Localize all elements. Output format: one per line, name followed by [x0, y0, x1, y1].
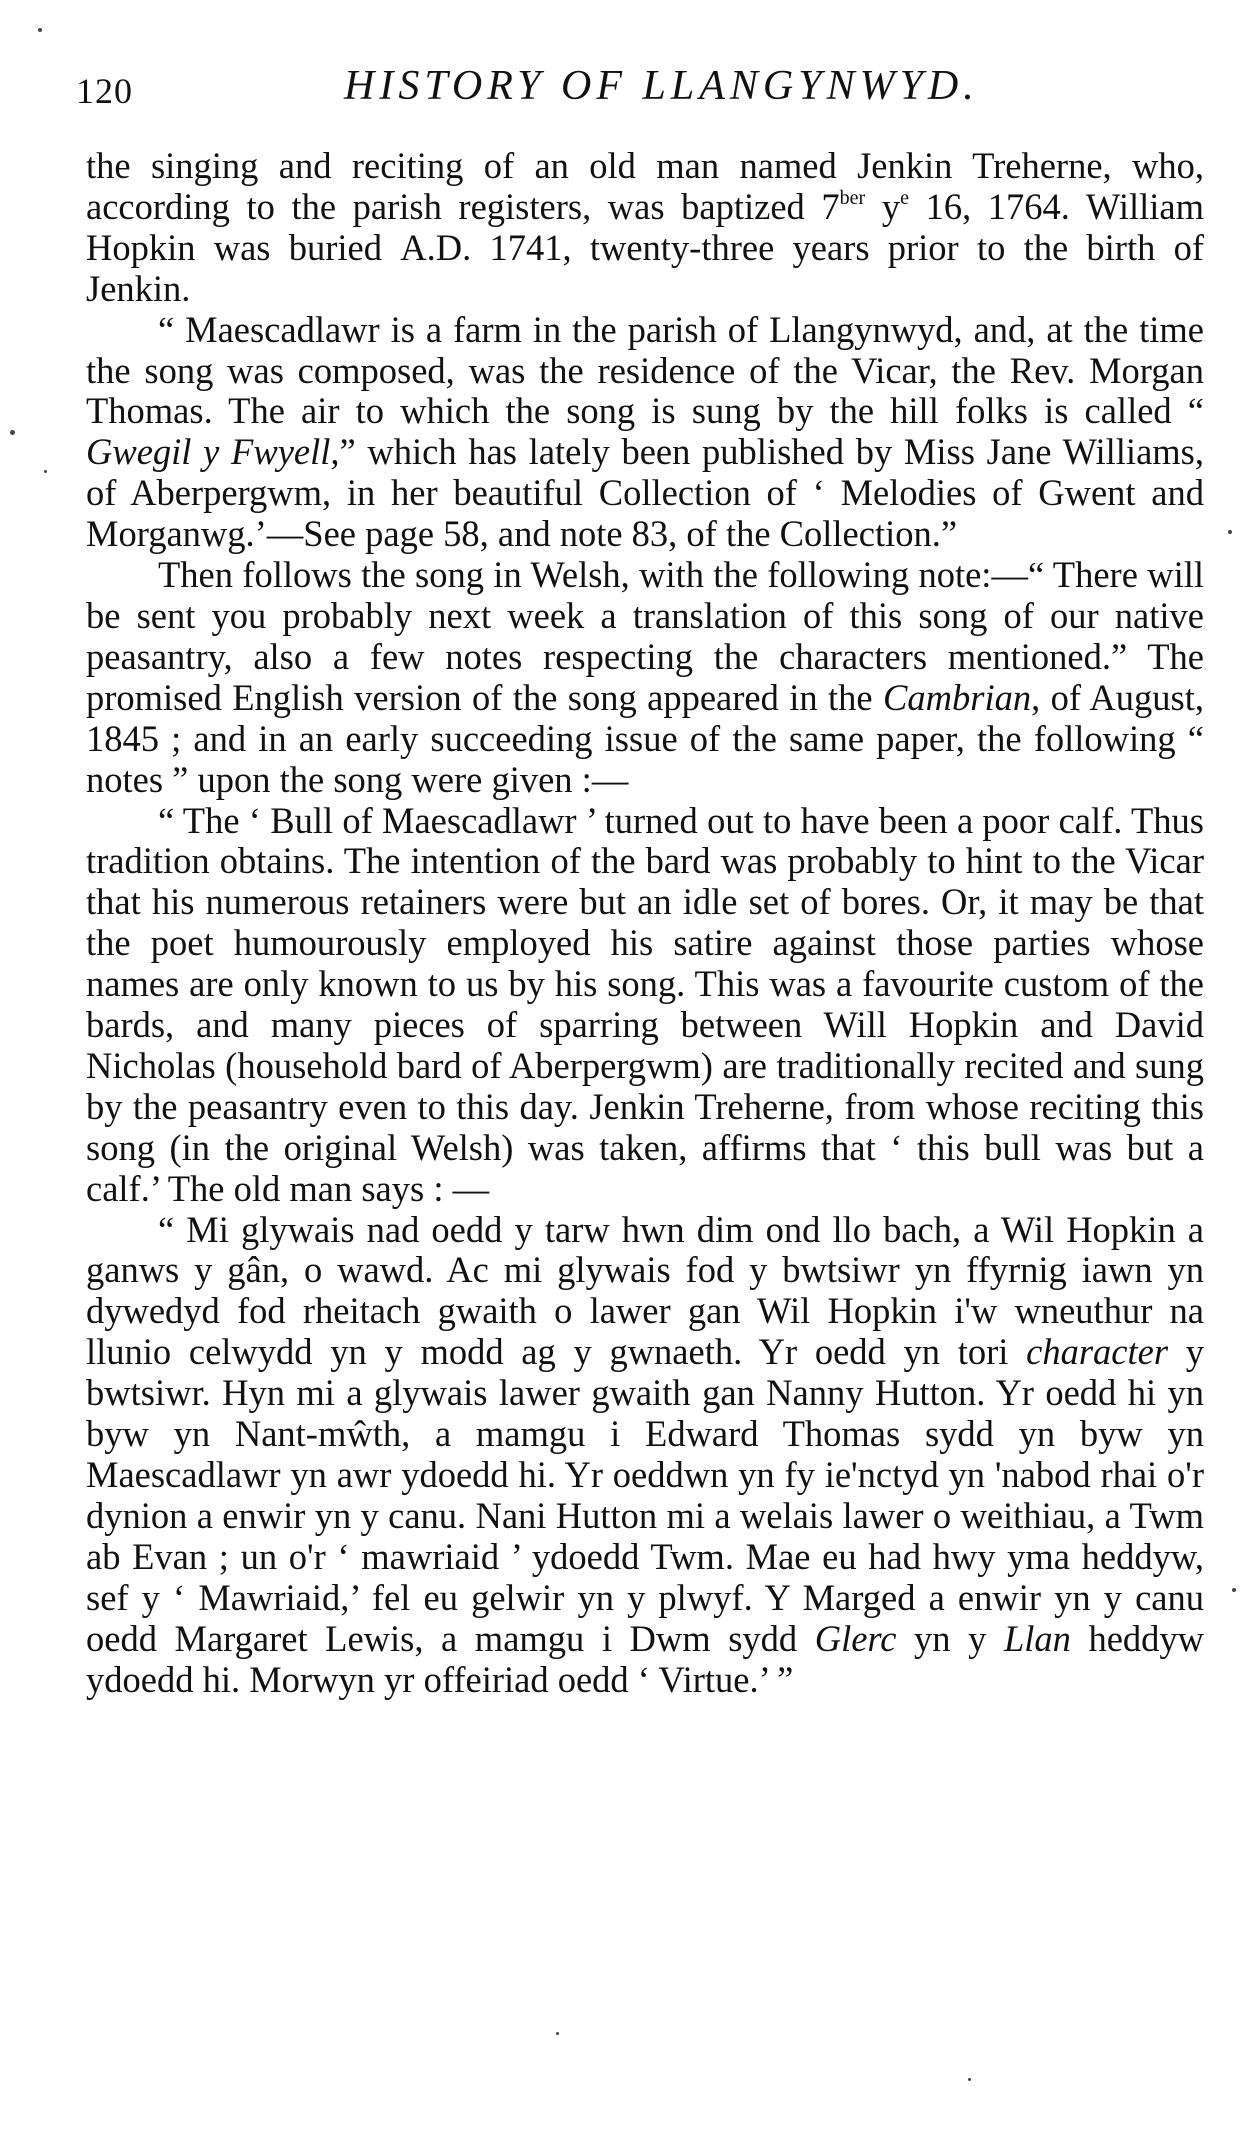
body-text: [86, 146, 1204, 1700]
paragraph-2-text-a: “ Maescadlawr is a farm in the parish of Llangynwyd, and, at the time the song was composed, was the residence of the Vicar, the Rev. Morgan Thomas. The air to which the song is sung by the hill folks is called “: [86, 308, 1204, 432]
scan-speck: [556, 2032, 559, 2035]
era-abbreviation: A.D.: [400, 226, 472, 268]
italic-nickname: Glerc: [814, 1617, 897, 1659]
paragraph-5-text-d: heddyw ydoedd hi. Morwyn yr offeiriad oedd ‘ Virtue.’ ”: [86, 1617, 1205, 1700]
air-title: Gwegil y Fwyell,: [86, 431, 340, 473]
paragraph-1-text-d: 1741, twenty-three years prior to the birth of Jenkin.: [86, 226, 1205, 309]
paragraph-3-text-b: , of August, 1845 ; and in an early succeeding issue of the same paper, the following “ notes ” upon the song were given :—: [86, 676, 1204, 800]
paragraph-4: “ The ‘ Bull of Maescadlawr ’ turned out to have been a poor calf. Thus tradition obtains. The intention of the bard was probably to hint to the Vicar that his numerous retainers were but an idle set of bores. Or, it may be that the poet humourously employed his satire against those parties whose names are only known to us by his song. This was a favourite custom of the bards, and many pieces of sparring between Will Hopkin and David Nicholas (household bard of Aberpergwm) are traditionally recited and sung by the peasantry even to this day. Jenkin Treherne, from whose reciting this song (in the original Welsh) was taken, affirms that ‘ this bull was but a calf.’ The old man says : —: [86, 799, 1204, 1209]
paragraph-3-text-a: Then follows the song in Welsh, with the following note:—“ There will be sent you probably next week a translation of this song of our native peasantry, also a few notes respecting the characters mentioned.” The promised English version of the song appeared in the: [86, 554, 1204, 718]
paragraph-1-text-c: 16, 1764. William Hopkin was buried: [86, 185, 1204, 268]
page-header: [76, 62, 1206, 118]
italic-word: character: [1026, 1331, 1169, 1373]
italic-place: Llan: [1003, 1617, 1071, 1659]
paragraph-1-text-a: the singing and reciting of an old man named Jenkin Treherne, who, according to the parish registers, was baptized 7: [86, 145, 1204, 227]
paragraph-3: [86, 555, 1204, 800]
scan-speck: [38, 28, 42, 32]
superscript-ber: ber: [839, 186, 866, 209]
scan-speck: [1228, 530, 1232, 534]
running-title: HISTORY OF LLANGYNWYD.: [344, 63, 979, 109]
scan-speck: [1232, 1588, 1236, 1592]
superscript-e: e: [900, 186, 909, 209]
scan-speck: [10, 430, 15, 435]
paragraph-1-text-b: y: [865, 185, 901, 227]
newspaper-title: Cambrian: [883, 676, 1032, 718]
paragraph-5-text-c: yn y: [896, 1617, 1004, 1659]
paragraph-2-text-b: ” which has lately been published by Miss Jane Williams, of Aberpergwm, in her beautiful Collection of ‘ Melodies of Gwent and Morganwg.’—See page 58, and note 83, of the Collection.”: [86, 431, 1204, 555]
scan-speck: [44, 470, 47, 473]
paragraph-2: [86, 310, 1204, 555]
paragraph-5-text-a: “ Mi glywais nad oedd y tarw hwn dim ond llo bach, a Wil Hopkin a ganws y gân, o wawd. Ac mi glywais fod y bwtsiwr yn ffyrnig iawn yn dywedyd fod rheitach gwaith o lawer gan Wil Hopkin i'w wneuthur na llunio celwydd yn y modd ag y gwnaeth. Yr oedd yn tori: [86, 1208, 1204, 1373]
page-number: 120: [76, 71, 133, 111]
scan-speck: [968, 2078, 971, 2081]
paragraph-5: [86, 1210, 1204, 1701]
paragraph-5-text-b: y bwtsiwr. Hyn mi a glywais lawer gwaith gan Nanny Hutton. Yr oedd hi yn byw yn Nant-mŵth, a mamgu i Edward Thomas sydd yn byw yn Maescadlawr yn awr ydoedd hi. Yr oeddwn yn fy ie'nctyd yn 'nabod rhai o'r dynion a enwir yn y canu. Nani Hutton mi a welais lawer o weithiau, a Twm ab Evan ; un o'r ‘ mawriaid ’ ydoedd Twm. Mae eu had hwy yma heddyw, sef y ‘ Mawriaid,’ fel eu gelwir yn y plwyf. Y Marged a enwir yn y canu oedd Margaret Lewis, a mamgu i Dwm sydd: [86, 1331, 1204, 1659]
paragraph-1: [86, 146, 1204, 310]
